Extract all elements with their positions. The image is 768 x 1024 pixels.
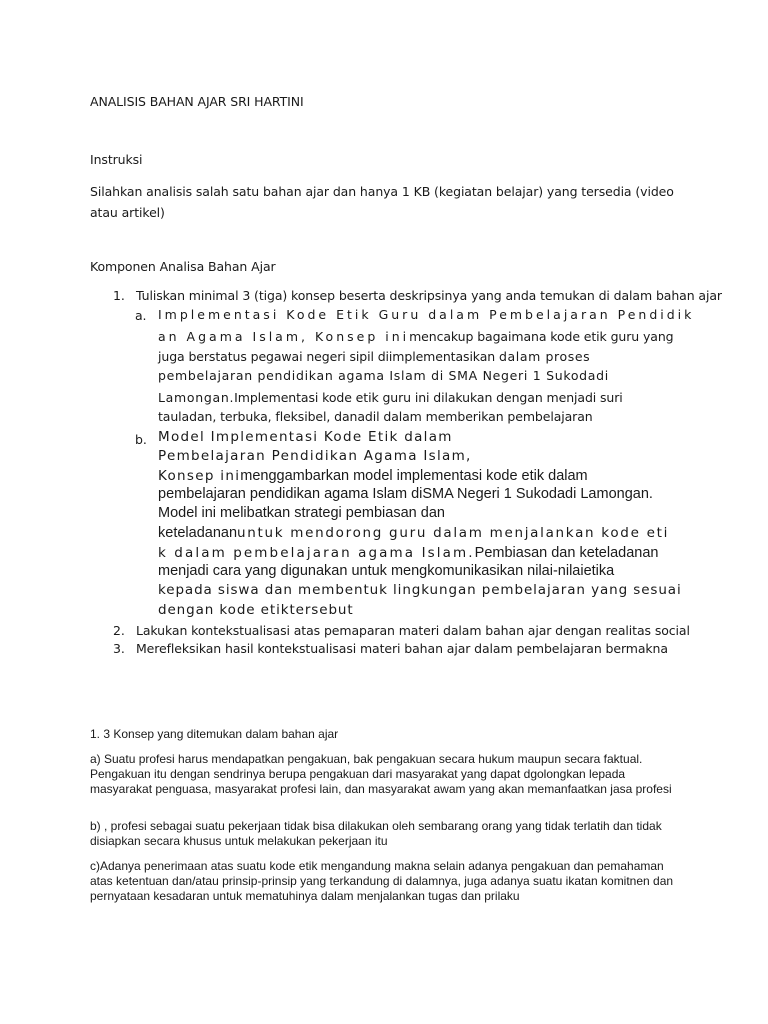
sub-a-line-2-spaced: an Agama Islam, Konsep ini [158, 329, 410, 344]
sub-b-line-4: pembelajaran pendidikan agama Islam diSMA Negeri 1 Sukodadi Lamongan. [158, 486, 653, 502]
sub-a-line-2 [158, 328, 673, 346]
document-title: ANALISIS BAHAN AJAR SRI HARTINI [90, 94, 304, 109]
sub-b-line-6-normal: keteladanan [158, 525, 238, 541]
sub-a-line-5-normal: Implementasi kode etik guru ini dilakukan dengan menjadi suri [234, 390, 623, 405]
list-number: 3. [113, 641, 125, 656]
sub-b-line-6-spaced: untuk mendorong guru dalam menjalankan kode eti [237, 525, 670, 541]
sub-b-line-7 [158, 544, 658, 562]
answer-paragraph-c: c)Adanya penerimaan atas suatu kode etik mengandung makna selain adanya pengakuan dan pemahaman atas ketentuan dan/atau prinsip-prinsip yang terkandung di dalamnya, juga adanya suatu ikatan komitnen dan pernyataan kesadaran untuk mematuhinya dalam menjalankan tugas dan prilaku [90, 859, 674, 903]
list-number: 2. [113, 623, 125, 638]
answer-paragraph-a: a) Suatu profesi harus mendapatkan pengakuan, bak pengakuan secara hukum maupun secara faktual. Pengakuan itu dengan sendrinya berupa pengakuan dari masyarakat yang dapat dgolongkan lepada masyarakat penguasa, masyarakat profesi lain, dan masyarakat awam yang akan memanfaatkan jasa profesi [90, 752, 672, 796]
sub-b-line-3-normal: menggambarkan model implementasi kode etik dalam [240, 468, 588, 484]
sub-b-line-6 [158, 524, 669, 542]
sub-item-letter: a. [135, 308, 147, 323]
sub-item-letter: b. [135, 432, 147, 447]
sub-a-line-1: Implementasi Kode Etik Guru dalam Pembelajaran Pendidik [158, 307, 695, 322]
sub-a-line-3-spaced: dalam proses [499, 349, 591, 364]
list-number: 1. [113, 288, 125, 303]
sub-b-line-10: dengan kode etiktersebut [158, 602, 354, 618]
komponen-heading: Komponen Analisa Bahan Ajar [90, 259, 276, 274]
instruksi-heading: Instruksi [90, 152, 143, 167]
list-item: Merefleksikan hasil kontekstualisasi materi bahan ajar dalam pembelajaran bermakna [136, 641, 668, 656]
sub-a-line-3 [158, 348, 590, 366]
sub-a-line-5 [158, 389, 623, 407]
instruksi-text: Silahkan analisis salah satu bahan ajar dan hanya 1 KB (kegiatan belajar) yang tersedia (video atau artikel) [90, 184, 674, 220]
sub-a-line-6: tauladan, terbuka, fleksibel, danadil dalam memberikan pembelajaran [158, 409, 593, 424]
sub-b-line-9: kepada siswa dan membentuk lingkungan pembelajaran yang sesuai [158, 582, 682, 598]
sub-a-line-3-normal: juga berstatus pegawai negeri sipil diimplementasikan [158, 349, 499, 364]
answer-heading: 1. 3 Konsep yang ditemukan dalam bahan ajar [90, 727, 339, 741]
sub-b-line-2: Pembelajaran Pendidikan Agama Islam, [158, 448, 472, 464]
sub-b-line-7-normal: Pembiasan dan keteladanan [474, 545, 659, 561]
sub-b-line-3 [158, 467, 588, 485]
sub-a-line-5-spaced: Lamongan. [158, 390, 235, 405]
sub-b-line-1: Model Implementasi Kode Etik dalam [158, 429, 453, 445]
answer-paragraph-b: b) , profesi sebagai suatu pekerjaan tidak bisa dilakukan oleh sembarang orang yang tidak terlatih dan tidak disiapkan secara khusus untuk melakukan pekerjaan itu [90, 819, 662, 848]
sub-b-line-7-spaced: k dalam pembelajaran agama Islam. [158, 545, 475, 561]
sub-b-line-8: menjadi cara yang digunakan untuk mengkomunikasikan nilai-nilaietika [158, 563, 615, 579]
sub-b-line-5: Model ini melibatkan strategi pembiasan dan [158, 505, 445, 521]
sub-b-line-3-spaced: Konsep ini [158, 468, 241, 484]
list-item: Lakukan kontekstualisasi atas pemaparan materi dalam bahan ajar dengan realitas social [136, 623, 690, 638]
sub-a-line-2-normal: mencakup bagaimana kode etik guru yang [409, 329, 674, 344]
sub-a-line-4: pembelajaran pendidikan agama Islam di SMA Negeri 1 Sukodadi [158, 368, 609, 383]
list-item: Tuliskan minimal 3 (tiga) konsep beserta deskripsinya yang anda temukan di dalam bahan ajar [136, 288, 722, 303]
